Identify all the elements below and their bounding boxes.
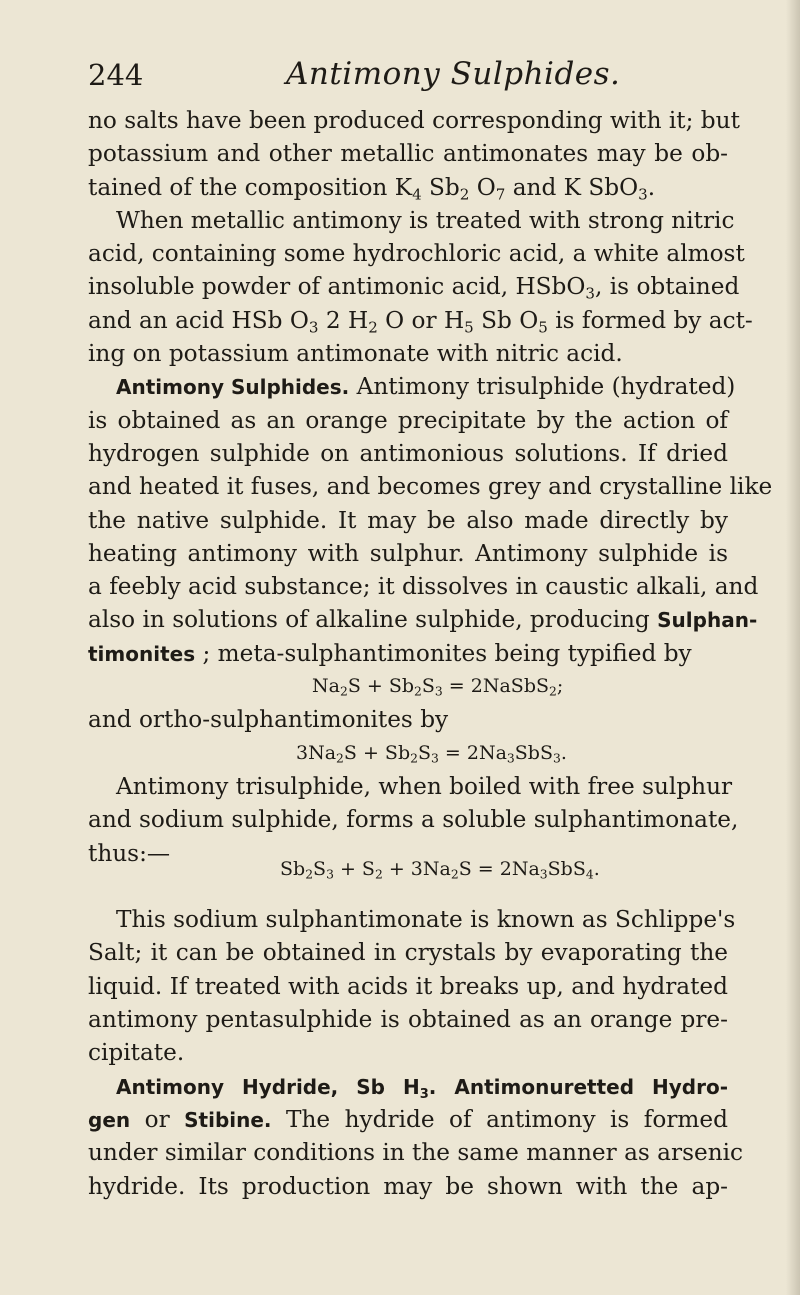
equation-meta-sulphantimonite: $Na_2S + Sb_2S_3$ = 2NaSbS$_2$; (312, 675, 564, 699)
text-line: Antimony Sulphides. Antimony trisulphide (hydrated) (116, 373, 736, 401)
text-line: under similar conditions in the same manner as arsenic (88, 1139, 744, 1167)
term: timonites (88, 641, 196, 666)
text-line: timonites ; meta-sulphantimonites being typified by (88, 639, 692, 667)
text-line: hydrogen sulphide on antimonious solutions. If dried (88, 439, 728, 467)
text-line: thus:— (88, 839, 171, 867)
text-line: When metallic antimony is treated with strong nitric (116, 206, 735, 234)
text-line: insoluble powder of antimonic acid, HSbO$_3$, is obtained (88, 273, 740, 303)
text-line: heating antimony with sulphur. Antimony sulphide is (88, 539, 728, 567)
page-edge-shadow (786, 0, 800, 1295)
text-line: hydride. Its production may be shown with the ap- (88, 1172, 728, 1200)
text-line: and heated it fuses, and becomes grey and crystalline like (88, 473, 773, 501)
text-line (88, 1070, 728, 1103)
text-line: and ortho-sulphantimonites by (88, 706, 449, 734)
text-line: liquid. If treated with acids it breaks up, and hydrated (88, 972, 728, 1000)
text-line: gen or Stibine. The hydride of antimony is formed (88, 1105, 728, 1133)
page-header (88, 50, 728, 100)
text-line: tained of the composition $K_4$ $Sb_2$ $O_7$ and K SbO$_3$. (88, 173, 656, 204)
equation-sulphantimonate: $Sb_2S_3 + S_2 + 3Na_2S = 2Na_3SbS_4$. (280, 857, 600, 882)
text-line: antimony pentasulphide is obtained as an orange pre- (88, 1006, 728, 1034)
text-line: acid, containing some hydrochloric acid, a white almost (88, 240, 745, 268)
text-line: a feebly acid substance; it dissolves in caustic alkali, and (88, 573, 759, 601)
term: Sulphan- (657, 608, 758, 633)
term: Stibine. (184, 1107, 272, 1132)
text-line: is obtained as an orange precipitate by the action of (88, 406, 728, 434)
term: Antimonuretted Hydro- (436, 1074, 729, 1099)
text-line: This sodium sulphantimonate is known as Schlippe's (116, 906, 736, 934)
text-line: no salts have been produced corresponding with it; but (88, 107, 740, 134)
term: gen (88, 1107, 131, 1132)
text-line: Salt; it can be obtained in crystals by evaporating the (88, 939, 728, 967)
page-number: 244 (88, 58, 144, 92)
section-heading: Antimony Sulphides. (116, 375, 350, 400)
text-line: the native sulphide. It may be also made directly by (88, 506, 728, 534)
thus-equation-block (88, 837, 728, 904)
running-head: Antimony Sulphides. (286, 56, 621, 92)
section-heading: Antimony Hydride, Sb $H_3$. (116, 1074, 437, 1102)
text-line: also in solutions of alkaline sulphide, producing Sulphan- (88, 606, 758, 634)
text-line: Antimony trisulphide, when boiled with free sulphur (116, 772, 733, 800)
equation-ortho-sulphantimonite: $3Na_2S + Sb_2S_3 = 2Na_3SbS_3$. (296, 741, 567, 766)
text-line: and an acid HSb $O_3$ 2 $H_2$ O or $H_5$ Sb $O_5$ is formed by act- (88, 306, 753, 337)
text-line: and sodium sulphide, forms a soluble sulphantimonate, (88, 806, 739, 834)
text-line: potassium and other metallic antimonates may be ob- (88, 140, 728, 168)
text-line: cipitate. (88, 1039, 185, 1067)
body-text (88, 104, 773, 1203)
text-line: ing on potassium antimonate with nitric acid. (88, 340, 623, 368)
